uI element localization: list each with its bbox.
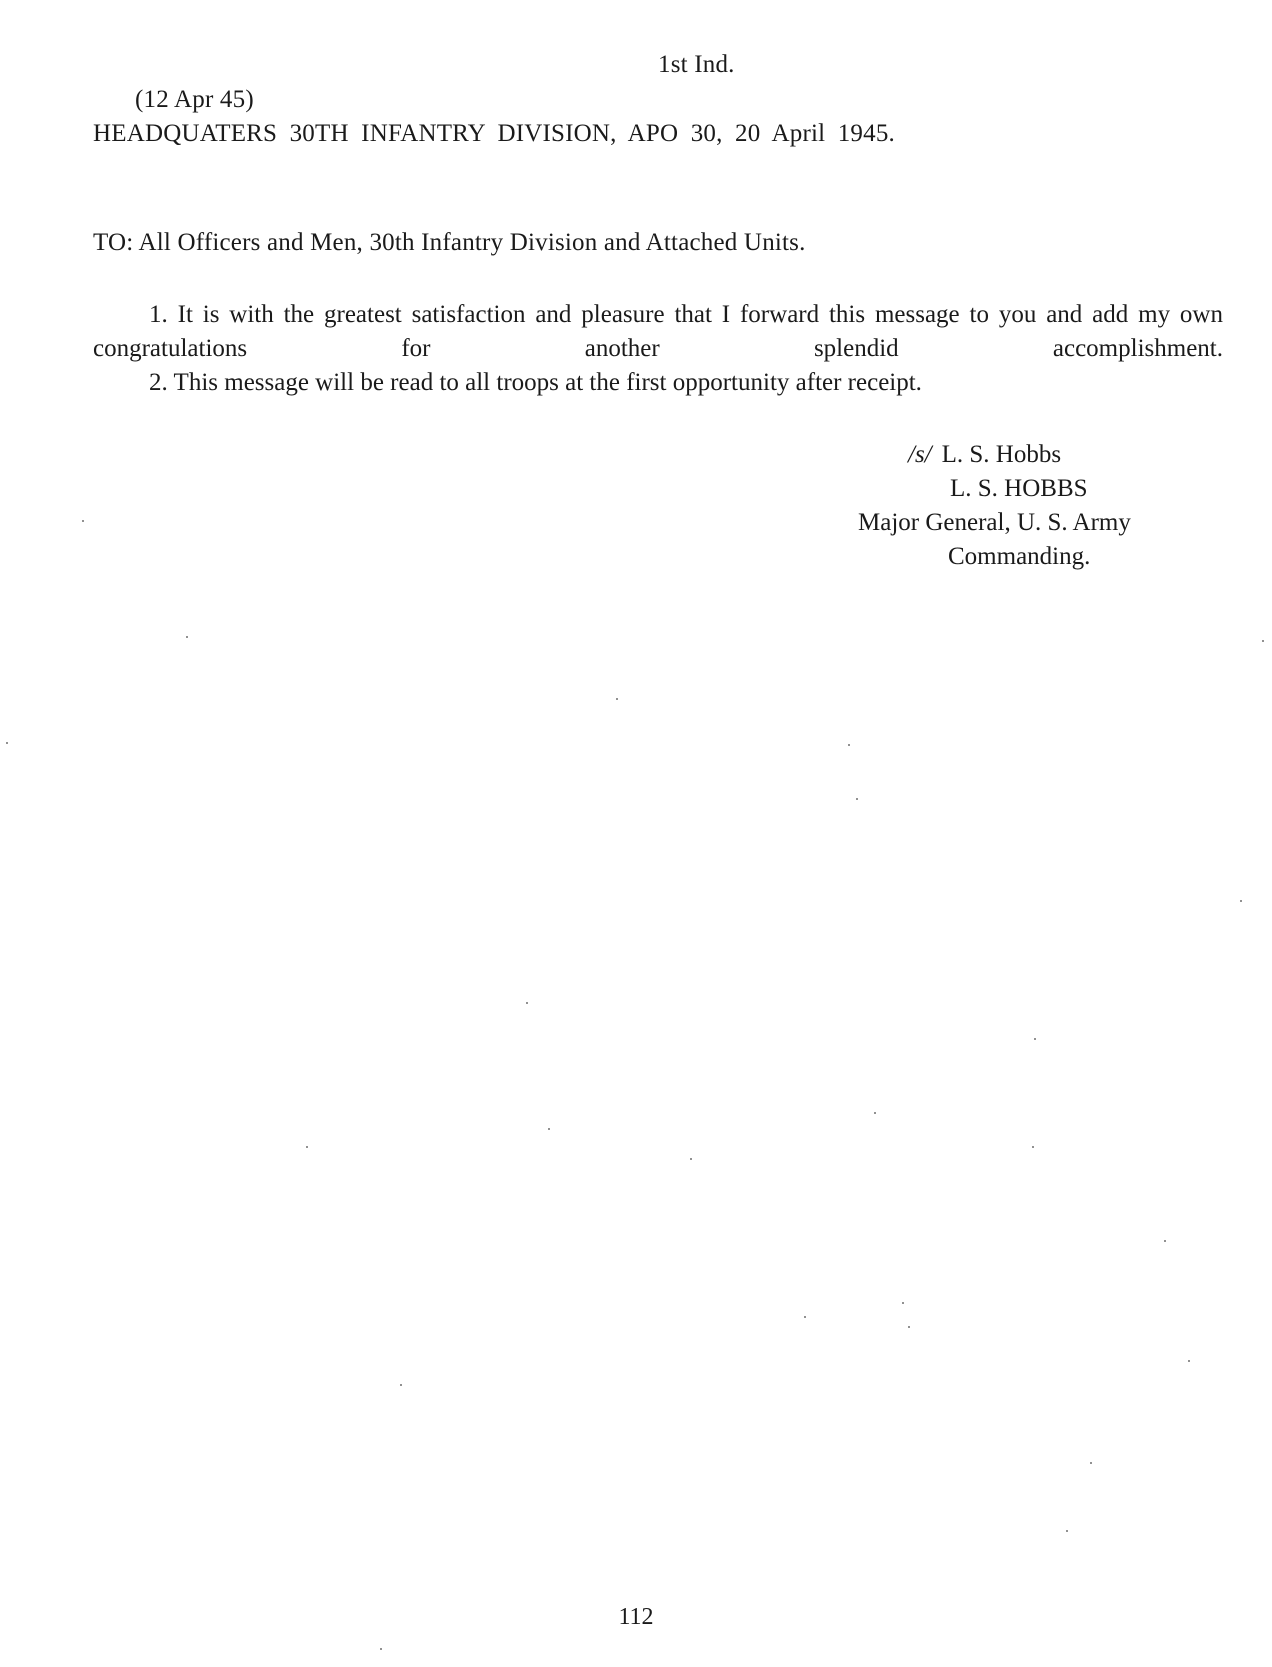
scan-speck xyxy=(874,1112,876,1114)
scan-speck xyxy=(1164,1240,1166,1242)
typed-name: L. S. HOBBS xyxy=(950,475,1088,502)
indorsement-label: 1st Ind. xyxy=(658,51,735,78)
scan-speck xyxy=(380,1648,382,1650)
scan-speck xyxy=(82,520,84,522)
signature-mark: /s/ xyxy=(908,441,932,468)
scan-speck xyxy=(690,1158,692,1160)
scan-speck xyxy=(1032,1146,1034,1148)
scan-speck xyxy=(902,1302,904,1304)
signatory-rank: Major General, U. S. Army xyxy=(858,509,1131,536)
scan-speck xyxy=(548,1128,550,1130)
signatory-position: Commanding. xyxy=(948,543,1091,570)
scan-speck xyxy=(1262,640,1264,642)
scan-speck xyxy=(186,636,188,638)
scan-speck xyxy=(1034,1038,1036,1040)
reference-date: (12 Apr 45) xyxy=(135,86,254,113)
scan-speck xyxy=(1066,1530,1068,1532)
scan-speck xyxy=(848,744,850,746)
headquarters-line: HEADQUATERS 30TH INFANTRY DIVISION, APO 30, 20 April 1945. xyxy=(93,120,895,147)
scan-speck xyxy=(6,742,8,744)
scan-speck xyxy=(616,698,618,700)
scan-speck xyxy=(856,798,858,800)
signature-line xyxy=(908,438,1061,472)
scan-speck xyxy=(400,1384,402,1386)
scan-speck xyxy=(1240,900,1242,902)
paragraph-2: 2. This message will be read to all troops at the first opportunity after receipt. xyxy=(149,369,922,396)
scan-speck xyxy=(1090,1462,1092,1464)
scan-speck xyxy=(1188,1360,1190,1362)
scan-speck xyxy=(908,1326,910,1328)
signed-name: L. S. Hobbs xyxy=(941,441,1062,468)
scan-speck xyxy=(804,1316,806,1318)
paragraph-1: 1. It is with the greatest satisfaction and pleasure that I forward this message to you and add my own congratulations for another splendid accomplishment. xyxy=(93,301,1223,362)
page-number: 112 xyxy=(618,1604,654,1630)
scan-speck xyxy=(526,1002,528,1004)
scan-speck xyxy=(306,1146,308,1148)
addressee-line: TO: All Officers and Men, 30th Infantry Division and Attached Units. xyxy=(93,229,806,256)
